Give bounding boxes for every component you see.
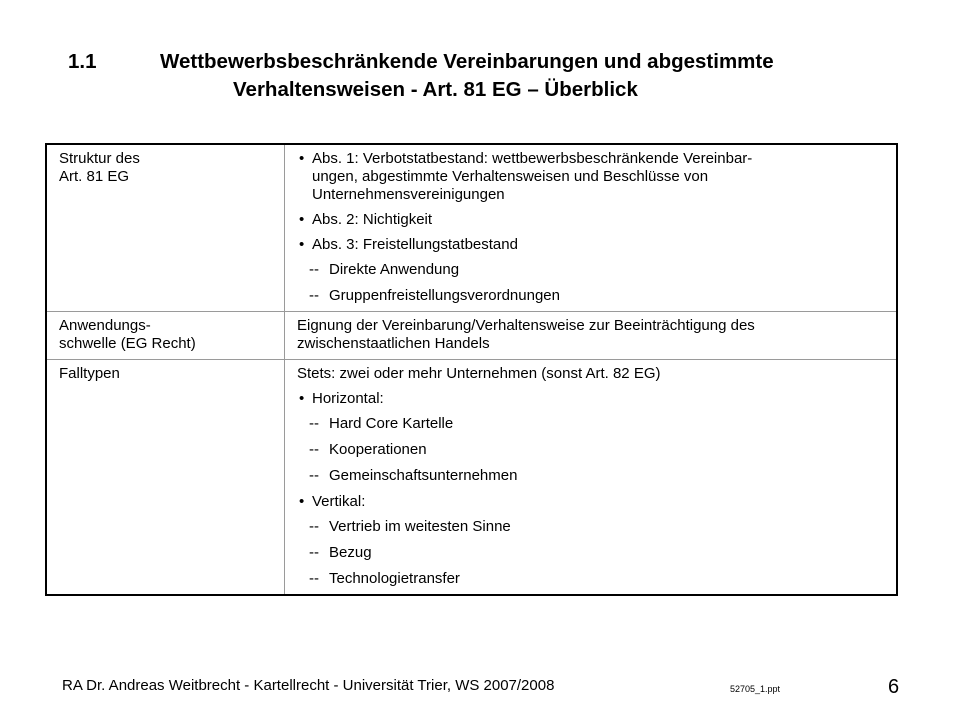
bullet-text: Abs. 3: Freistellungstatbestand bbox=[312, 236, 518, 253]
sub-marker: -- bbox=[309, 544, 319, 561]
sub-item bbox=[297, 467, 888, 485]
bullet-marker: • bbox=[299, 493, 305, 510]
bullet-marker: • bbox=[299, 211, 305, 228]
sub-marker: -- bbox=[309, 261, 319, 278]
sub-item bbox=[297, 261, 888, 279]
bullet-text: Abs. 2: Nichtigkeit bbox=[312, 211, 433, 228]
row-label-struktur bbox=[46, 144, 285, 312]
title-line-2 bbox=[0, 76, 960, 104]
bullet-item bbox=[297, 150, 888, 204]
footer-text: RA Dr. Andreas Weitbrecht - Kartellrecht - Universität Trier, WS 2007/2008 bbox=[62, 677, 555, 694]
sub-marker: -- bbox=[309, 287, 319, 304]
footer-file-code: 52705_1.ppt bbox=[730, 684, 781, 694]
row-content-anwendungsschwelle bbox=[285, 312, 898, 360]
row-label-line: Falltypen bbox=[59, 365, 120, 382]
bullet-text: Horizontal: bbox=[312, 390, 384, 407]
row-label-line: Struktur des bbox=[59, 150, 140, 167]
sub-text: Kooperationen bbox=[329, 441, 427, 458]
sub-item bbox=[297, 570, 888, 588]
sub-item bbox=[297, 415, 888, 433]
table-row-struktur bbox=[46, 144, 897, 312]
sub-item bbox=[297, 518, 888, 536]
content-text-line: Eignung der Vereinbarung/Verhaltensweise zur Beeinträchtigung des bbox=[297, 317, 755, 334]
sub-text: Gemeinschaftsunternehmen bbox=[329, 467, 518, 484]
row-label-line: Anwendungs- bbox=[59, 317, 151, 334]
sub-text: Bezug bbox=[329, 544, 372, 561]
bullet-marker: • bbox=[299, 150, 305, 167]
bullet-text: Vertikal: bbox=[312, 493, 366, 510]
title-text-line-2: Verhaltensweisen - Art. 81 EG – Überblick bbox=[233, 78, 638, 101]
bullet-item bbox=[297, 493, 888, 511]
row-content-struktur bbox=[285, 144, 898, 312]
content-text-line: zwischenstaatlichen Handels bbox=[297, 335, 490, 352]
sub-marker: -- bbox=[309, 467, 319, 484]
row-label-anwendungsschwelle bbox=[46, 312, 285, 360]
sub-item bbox=[297, 287, 888, 305]
sub-marker: -- bbox=[309, 518, 319, 535]
overview-table bbox=[45, 143, 898, 596]
page-number: 6 bbox=[888, 676, 900, 698]
sub-marker: -- bbox=[309, 441, 319, 458]
row-content-falltypen bbox=[285, 360, 898, 596]
row-label-falltypen bbox=[46, 360, 285, 596]
bullet-item bbox=[297, 390, 888, 408]
sub-text: Technologietransfer bbox=[329, 570, 460, 587]
row-label-line: schwelle (EG Recht) bbox=[59, 335, 196, 352]
slide-title bbox=[0, 48, 960, 104]
content-intro: Stets: zwei oder mehr Unternehmen (sonst Art. 82 EG) bbox=[297, 365, 661, 382]
bullet-marker: • bbox=[299, 236, 305, 253]
bullet-item bbox=[297, 236, 888, 254]
table-row-anwendungsschwelle bbox=[46, 312, 897, 360]
sub-text: Direkte Anwendung bbox=[329, 261, 460, 278]
table-row-falltypen bbox=[46, 360, 897, 596]
title-line-1 bbox=[0, 48, 960, 76]
bullet-text-line: Unternehmensvereinigungen bbox=[312, 186, 505, 203]
sub-item bbox=[297, 441, 888, 459]
sub-marker: -- bbox=[309, 415, 319, 432]
bullet-text-line: Abs. 1: Verbotstatbestand: wettbewerbsbeschränkende Vereinbar- bbox=[312, 150, 753, 167]
sub-item bbox=[297, 544, 888, 562]
bullet-marker: • bbox=[299, 390, 305, 407]
sub-text: Gruppenfreistellungsverordnungen bbox=[329, 287, 560, 304]
row-label-line: Art. 81 EG bbox=[59, 168, 130, 185]
bullet-text-line: ungen, abgestimmte Verhaltensweisen und Beschlüsse von bbox=[312, 168, 709, 185]
bullet-item bbox=[297, 211, 888, 229]
sub-text: Vertrieb im weitesten Sinne bbox=[329, 518, 511, 535]
sub-text: Hard Core Kartelle bbox=[329, 415, 454, 432]
title-text-line-1: Wettbewerbsbeschränkende Vereinbarungen und abgestimmte bbox=[160, 50, 774, 73]
sub-marker: -- bbox=[309, 570, 319, 587]
section-number: 1.1 bbox=[68, 50, 97, 73]
